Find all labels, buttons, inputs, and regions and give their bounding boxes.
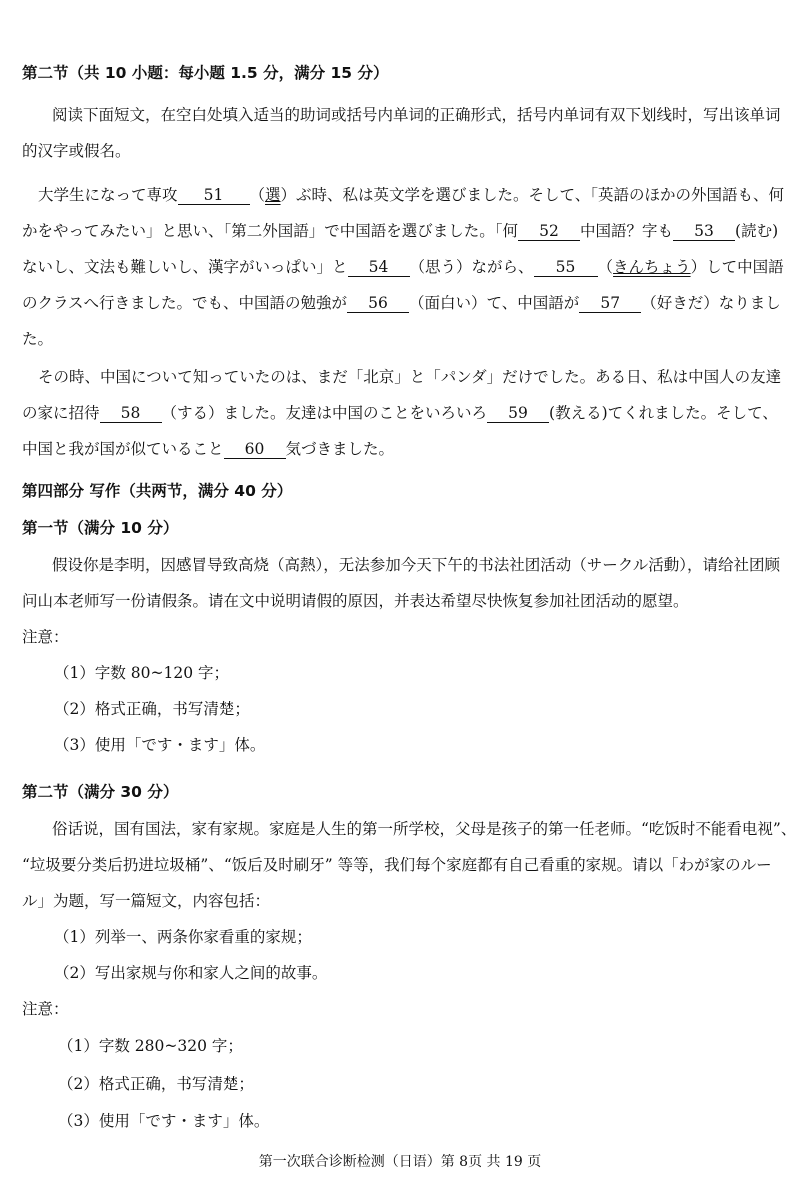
writing-2-prompt-cont: “垃圾要分类后扔进垃圾桶”、“饭后及时刷牙” 等等，我们每个家庭都有自己看重的家规。请以「わが家のルー	[22, 856, 772, 874]
writing-2-prompt-cont: ル」为题，写一篇短文，内容包括：	[22, 892, 271, 910]
blank-52: 52	[518, 222, 580, 241]
note-item: （3）使用「です・ます」体。	[54, 736, 266, 754]
blank-51: 51	[178, 186, 250, 205]
word-55: きんちょう	[613, 258, 691, 276]
blank-53: 53	[673, 222, 735, 241]
requirement-item: （2）写出家规与你和家人之间的故事。	[54, 964, 328, 982]
writing-2-title: 第二节（满分 30 分）	[22, 783, 179, 801]
passage-line: た。	[22, 330, 54, 348]
requirement-item: （1）列举一、两条你家看重的家规；	[54, 928, 312, 946]
section-2-instruction: 阅读下面短文，在空白处填入适当的助词或括号内单词的正确形式，括号内单词有双下划线时，写出该单词	[52, 106, 781, 124]
section-2-title: 第二节（共 10 小题：每小题 1.5 分，满分 15 分）	[22, 64, 389, 82]
blank-54: 54	[348, 258, 410, 277]
blank-55: 55	[534, 258, 598, 277]
part-4-title: 第四部分 写作（共两节，满分 40 分）	[22, 482, 293, 500]
note-label: 注意：	[22, 1000, 69, 1018]
writing-1-prompt: 假设你是李明，因感冒导致高烧（高熱），无法参加今天下午的书法社团活动（サークル活動），请给社团顾	[52, 556, 781, 574]
passage-line: かをやってみたい」と思い、「第二外国語」で中国語を選びました。「何 52 中国語？字も 53 (読む)	[22, 222, 779, 240]
passage-line: のクラスへ行きました。でも、中国語の勉強が 56 （面白い）て、中国語が 57 （好きだ）なりまし	[22, 294, 781, 312]
writing-1-prompt-cont: 问山本老师写一份请假条。请在文中说明请假的原因，并表达希望尽快恢复参加社团活动的愿望。	[22, 592, 689, 610]
note-item: （1）字数 80~120 字；	[54, 664, 230, 682]
passage-line: 中国と我が国が似ていること 60 気づきました。	[22, 440, 395, 458]
blank-60: 60	[224, 440, 286, 459]
note-item: （1）字数 280~320 字；	[58, 1037, 243, 1055]
word-51: 選	[265, 186, 281, 204]
writing-2-prompt: 俗话说，国有国法，家有家规。家庭是人生的第一所学校，父母是孩子的第一任老师。“吃饭时不能看电视”、	[52, 820, 797, 838]
section-2-instruction-cont: 的汉字或假名。	[22, 142, 131, 160]
passage-line: 大学生になって専攻 51 （選）ぶ時、私は英文学を選びました。そして、「英語のほかの外国語も、何	[38, 186, 784, 204]
note-item: （3）使用「です・ます」体。	[58, 1112, 270, 1130]
note-item: （2）格式正确，书写清楚；	[54, 700, 250, 718]
blank-59: 59	[487, 404, 549, 423]
passage-line: ないし、文法も難しいし、漢字がいっぱい」と 54 （思う）ながら、 55 （きんちょう）して中国語	[22, 258, 784, 276]
blank-57: 57	[579, 294, 641, 313]
blank-58: 58	[100, 404, 162, 423]
blank-56: 56	[347, 294, 409, 313]
writing-1-title: 第一节（满分 10 分）	[22, 519, 179, 537]
page-footer: 第一次联合诊断检测（日语）第 8页 共 19 页	[258, 1154, 542, 1170]
note-label: 注意：	[22, 628, 69, 646]
note-item: （2）格式正确，书写清楚；	[58, 1075, 254, 1093]
passage-line: の家に招待 58 （する）ました。友達は中国のことをいろいろ 59 (教える)てくれました。そして、	[22, 404, 778, 422]
passage-line: その時、中国について知っていたのは、まだ「北京」と「パンダ」だけでした。ある日、私は中国人の友達	[38, 368, 782, 386]
